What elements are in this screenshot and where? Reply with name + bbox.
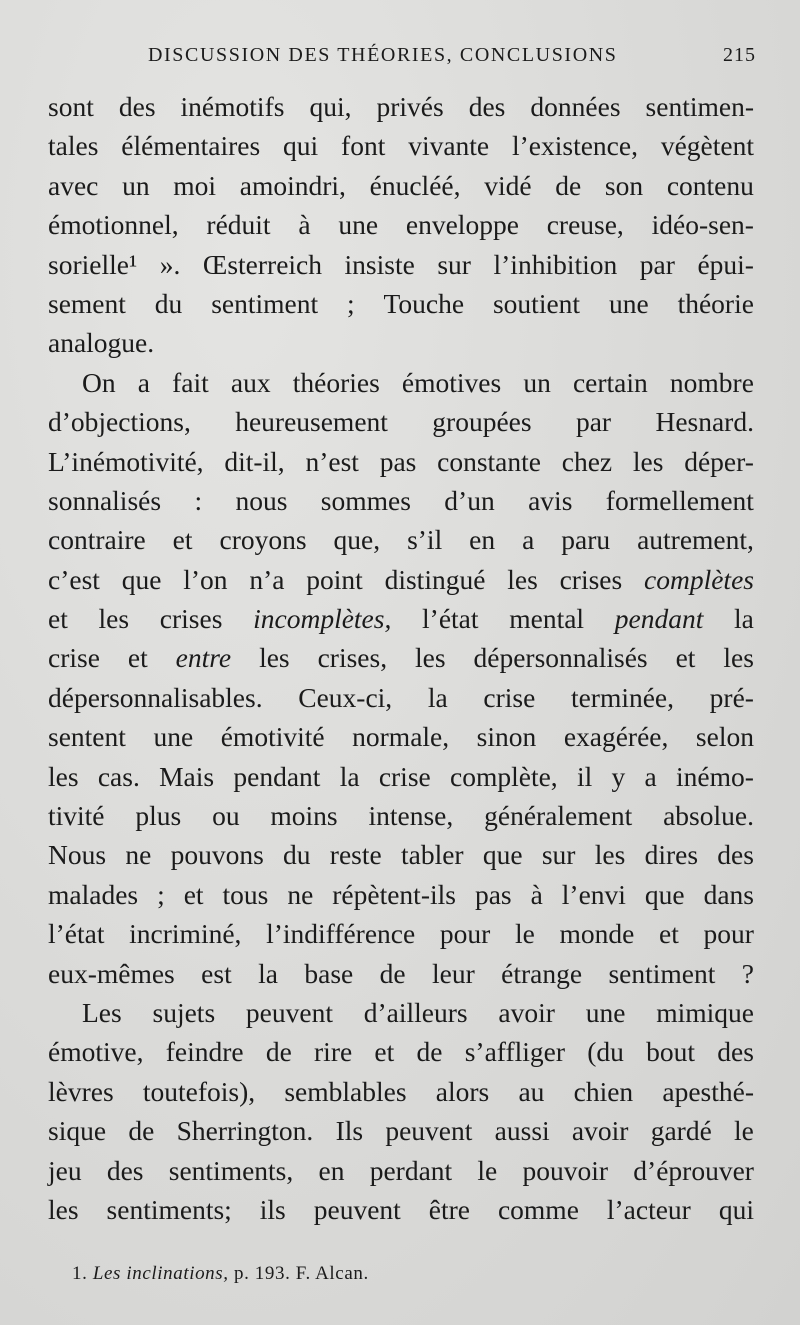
word: aussi xyxy=(494,1115,550,1147)
word: point xyxy=(306,563,363,595)
word: tabler xyxy=(400,839,464,871)
word: des xyxy=(106,1154,144,1186)
text-line xyxy=(48,1111,754,1150)
word: sinon xyxy=(476,721,537,753)
word: crises xyxy=(559,563,623,595)
word: croyons xyxy=(219,524,307,556)
word: base xyxy=(304,957,354,989)
footnote-title: Les inclinations, xyxy=(92,1263,229,1284)
text-line xyxy=(48,442,754,481)
text-line xyxy=(48,599,754,638)
word: l’état xyxy=(48,918,105,950)
text-line xyxy=(48,1032,754,1071)
word: vidé xyxy=(484,169,532,201)
word: à xyxy=(530,878,543,910)
word: pas xyxy=(474,878,512,910)
word: lèvres xyxy=(48,1075,114,1107)
word: de xyxy=(265,1036,292,1068)
word: sentiment xyxy=(608,957,716,989)
word: moins xyxy=(270,800,338,832)
word: les xyxy=(415,642,446,674)
word: heureusement xyxy=(235,406,388,438)
word: On xyxy=(82,366,116,398)
word: : xyxy=(194,484,203,516)
word: toutefois), xyxy=(142,1075,256,1107)
text-line xyxy=(48,205,754,244)
word: font xyxy=(341,130,386,162)
text-line xyxy=(48,166,754,205)
word: formellement xyxy=(605,484,754,516)
word: L’inémotivité, xyxy=(48,445,204,477)
word: qui, xyxy=(309,91,352,122)
word: entre xyxy=(175,642,232,674)
word: reste xyxy=(329,839,382,871)
text-line xyxy=(48,796,754,835)
word: sentimen- xyxy=(645,91,754,122)
text-line xyxy=(48,126,754,165)
word: des xyxy=(717,839,754,871)
word: mimique xyxy=(656,996,754,1028)
word: végètent xyxy=(660,130,754,162)
word: que xyxy=(644,878,685,910)
word: alors xyxy=(435,1075,490,1107)
body-text xyxy=(48,87,754,1229)
text-line xyxy=(48,1190,754,1229)
word: terminée, xyxy=(570,681,675,713)
word: les xyxy=(98,603,130,635)
word: a xyxy=(137,366,150,398)
word: mental xyxy=(509,603,585,635)
word: qui xyxy=(718,1193,754,1225)
word: dit-il, xyxy=(224,445,285,477)
text-line xyxy=(48,481,754,520)
word: n’a xyxy=(249,563,285,595)
word: les xyxy=(594,839,626,871)
word: et xyxy=(172,524,193,556)
word: au xyxy=(518,1075,545,1107)
word: insiste xyxy=(344,248,415,280)
word: d’objections, xyxy=(48,406,191,438)
word: est xyxy=(201,957,232,989)
word: les xyxy=(259,642,290,674)
word: des xyxy=(717,1036,754,1068)
word: son xyxy=(604,169,644,201)
word: certain xyxy=(572,366,648,398)
word: dépersonnalisés xyxy=(473,642,648,674)
word: Ceux-ci, xyxy=(298,681,393,713)
word: du xyxy=(283,839,311,871)
word: sentiment xyxy=(211,287,319,319)
word: à xyxy=(298,209,311,241)
word: de xyxy=(416,1036,443,1068)
word: d’ailleurs xyxy=(363,996,468,1028)
word: sique xyxy=(48,1115,107,1147)
word: Touche xyxy=(383,287,465,319)
word: distingué xyxy=(384,563,486,595)
word: gardé xyxy=(650,1115,712,1147)
word: incomplètes, xyxy=(253,603,392,635)
word: dépersonnalisables. xyxy=(48,681,263,713)
word: bout xyxy=(646,1036,696,1068)
word: de xyxy=(379,957,406,989)
word: constante xyxy=(437,445,541,477)
word: des xyxy=(118,91,156,122)
word: ». xyxy=(159,248,181,280)
page-number: 215 xyxy=(723,44,756,66)
word: moi xyxy=(173,169,217,201)
word: idéo-sen- xyxy=(651,209,754,241)
word: l’acteur xyxy=(606,1193,691,1225)
word: les xyxy=(632,445,664,477)
word: crises, xyxy=(317,642,388,674)
word: y xyxy=(611,760,626,792)
word: les xyxy=(507,563,538,595)
word: chez xyxy=(561,445,613,477)
word: et xyxy=(675,642,696,674)
word: ? xyxy=(741,957,754,989)
word: en xyxy=(469,524,496,556)
word: de xyxy=(555,169,582,201)
word: chien xyxy=(573,1075,634,1107)
word: l’existence, xyxy=(511,130,638,162)
text-line xyxy=(48,993,754,1032)
word: a xyxy=(522,524,535,556)
word: du xyxy=(154,287,183,319)
word: sur xyxy=(437,248,471,280)
word: en xyxy=(318,1154,345,1186)
word: tivité xyxy=(48,800,105,832)
word: avec xyxy=(48,169,99,201)
word: déper- xyxy=(684,445,754,477)
text-line xyxy=(48,954,754,993)
text-line xyxy=(48,1151,754,1190)
text-line xyxy=(48,678,754,717)
word: les xyxy=(48,1193,79,1225)
word: pouvons xyxy=(170,839,264,871)
text-line xyxy=(48,835,754,874)
word: Œsterreich xyxy=(202,248,322,280)
text-line xyxy=(48,757,754,796)
word: fait xyxy=(172,366,209,398)
word: un xyxy=(122,169,150,201)
word: sonnalisés xyxy=(48,484,162,516)
word: crise xyxy=(48,642,100,674)
word: un xyxy=(523,366,551,398)
word: analogue. xyxy=(48,327,155,359)
text-line xyxy=(48,323,754,362)
word: avoir xyxy=(498,996,555,1028)
word: d’éprouver xyxy=(633,1154,754,1186)
word: tales xyxy=(48,130,99,162)
word: pour xyxy=(703,918,754,950)
text-line xyxy=(48,363,754,402)
word: contenu xyxy=(666,169,754,201)
word: théories xyxy=(292,366,380,398)
word: dires xyxy=(644,839,699,871)
word: pendant xyxy=(614,603,704,635)
word: malades xyxy=(48,878,139,910)
word: crise xyxy=(378,760,431,792)
word: élémentaires xyxy=(121,130,261,162)
word: des xyxy=(468,91,506,122)
word: pour xyxy=(439,918,491,950)
word: inémotifs xyxy=(180,91,285,122)
word: Ils xyxy=(335,1115,364,1147)
word: comme xyxy=(497,1193,579,1225)
word: sur xyxy=(541,839,576,871)
word: rire xyxy=(314,1036,353,1068)
word: les xyxy=(48,760,79,792)
word: s’affliger xyxy=(464,1036,565,1068)
word: ou xyxy=(212,800,240,832)
word: nous xyxy=(235,484,288,516)
word: complètes xyxy=(644,563,754,595)
word: eux-mêmes xyxy=(48,957,175,989)
word: intense, xyxy=(368,800,454,832)
footnote-number: 1. xyxy=(72,1263,88,1284)
word: creuse, xyxy=(546,209,624,241)
word: il xyxy=(576,760,593,792)
word: sentiments; xyxy=(106,1193,232,1225)
word: privés xyxy=(376,91,444,122)
text-line xyxy=(48,284,754,323)
word: le xyxy=(514,918,535,950)
word: Nous xyxy=(48,839,107,871)
word: sommes xyxy=(320,484,411,516)
text-line xyxy=(48,875,754,914)
word: incriminé, xyxy=(129,918,242,950)
word: crises xyxy=(159,603,223,635)
word: l’envi xyxy=(561,878,626,910)
word: et xyxy=(658,918,679,950)
word: contraire xyxy=(48,524,146,556)
word: (du xyxy=(587,1036,624,1068)
word: ne xyxy=(125,839,152,871)
word: Sherrington. xyxy=(176,1115,314,1147)
word: être xyxy=(428,1193,470,1225)
word: a xyxy=(644,760,657,792)
word: l’indifférence xyxy=(266,918,416,950)
word: sont xyxy=(48,91,94,122)
text-line xyxy=(48,560,754,599)
word: théorie xyxy=(677,287,754,319)
word: leur xyxy=(431,957,475,989)
footnote-rest: p. 193. F. Alcan. xyxy=(234,1263,369,1284)
word: apesthé- xyxy=(662,1075,754,1107)
word: groupées xyxy=(432,406,532,438)
word: paru xyxy=(561,524,611,556)
word: une xyxy=(338,209,379,241)
text-line xyxy=(48,638,754,677)
word: peuvent xyxy=(313,1193,401,1225)
text-line xyxy=(48,87,754,126)
word: réduit xyxy=(206,209,271,241)
word: et xyxy=(48,603,68,635)
word: soutient xyxy=(492,287,581,319)
text-line xyxy=(48,1072,754,1111)
running-title: DISCUSSION DES THÉORIES, CONCLUSIONS xyxy=(148,44,618,66)
text-line xyxy=(48,245,754,284)
word: feindre xyxy=(165,1036,244,1068)
word: la xyxy=(258,957,278,989)
word: sujets xyxy=(152,996,216,1028)
word: et xyxy=(183,878,204,910)
word: la xyxy=(427,681,448,713)
word: pendant xyxy=(233,760,321,792)
word: émotivité xyxy=(220,721,325,753)
word: peuvent xyxy=(385,1115,473,1147)
word: répètent-ils xyxy=(332,878,456,910)
page-header xyxy=(48,44,756,74)
word: la xyxy=(339,760,360,792)
word: données xyxy=(530,91,621,122)
word: nombre xyxy=(669,366,754,398)
word: pouvoir xyxy=(522,1154,609,1186)
word: émotionnel, xyxy=(48,209,179,241)
word: que xyxy=(121,563,162,595)
word: Les xyxy=(82,996,122,1028)
word: complète, xyxy=(450,760,558,792)
word: pré- xyxy=(709,681,754,713)
word: aux xyxy=(230,366,271,398)
word: monde xyxy=(559,918,635,950)
word: étrange xyxy=(501,957,583,989)
word: de xyxy=(128,1115,155,1147)
word: avis xyxy=(528,484,573,516)
word: émotive, xyxy=(48,1036,144,1068)
word: vivante xyxy=(408,130,490,162)
word: Hesnard. xyxy=(655,406,754,438)
word: l’inhibition xyxy=(493,248,618,280)
word: énucléé, xyxy=(369,169,461,201)
word: une xyxy=(153,721,194,753)
word: c’est xyxy=(48,563,100,595)
word: et xyxy=(127,642,148,674)
word: l’état xyxy=(422,603,479,635)
word: jeu xyxy=(48,1154,82,1186)
word: Mais xyxy=(159,760,215,792)
word: qui xyxy=(283,130,319,162)
word: dans xyxy=(703,878,754,910)
text-line xyxy=(48,520,754,559)
word: peuvent xyxy=(245,996,333,1028)
word: tous xyxy=(222,878,269,910)
word: absolue. xyxy=(663,800,754,832)
text-line xyxy=(48,914,754,953)
word: et xyxy=(374,1036,395,1068)
word: le xyxy=(734,1115,754,1147)
word: une xyxy=(585,996,626,1028)
word: amoindri, xyxy=(239,169,346,201)
word: d’un xyxy=(444,484,495,516)
word: ; xyxy=(157,878,165,910)
word: ils xyxy=(259,1193,286,1225)
word: les xyxy=(723,642,754,674)
word: sentiments, xyxy=(168,1154,294,1186)
word: que, xyxy=(333,524,381,556)
word: ; xyxy=(347,287,355,319)
word: pas xyxy=(379,445,417,477)
word: enveloppe xyxy=(405,209,519,241)
word: semblables xyxy=(284,1075,407,1107)
word: inémo- xyxy=(675,760,754,792)
word: épui- xyxy=(697,248,754,280)
word: la xyxy=(734,603,754,635)
word: une xyxy=(608,287,649,319)
word: avoir xyxy=(571,1115,629,1147)
footnote xyxy=(72,1263,369,1285)
word: le xyxy=(477,1154,498,1186)
word: s’il xyxy=(407,524,443,556)
word: normale, xyxy=(352,721,450,753)
word: ne xyxy=(287,878,314,910)
word: n’est xyxy=(305,445,359,477)
word: par xyxy=(575,406,612,438)
text-line xyxy=(48,717,754,756)
word: autrement, xyxy=(637,524,754,556)
word: par xyxy=(639,248,675,280)
word: l’on xyxy=(183,563,228,595)
word: sorielle¹ xyxy=(48,248,138,280)
word: émotives xyxy=(401,366,502,398)
word: perdant xyxy=(369,1154,453,1186)
word: plus xyxy=(135,800,182,832)
word: sement xyxy=(48,287,126,319)
word: généralement xyxy=(484,800,633,832)
word: selon xyxy=(695,721,754,753)
word: crise xyxy=(483,681,536,713)
word: que xyxy=(482,839,523,871)
word: cas. xyxy=(97,760,140,792)
text-line xyxy=(48,402,754,441)
word: exagérée, xyxy=(563,721,669,753)
word: sentent xyxy=(48,721,126,753)
